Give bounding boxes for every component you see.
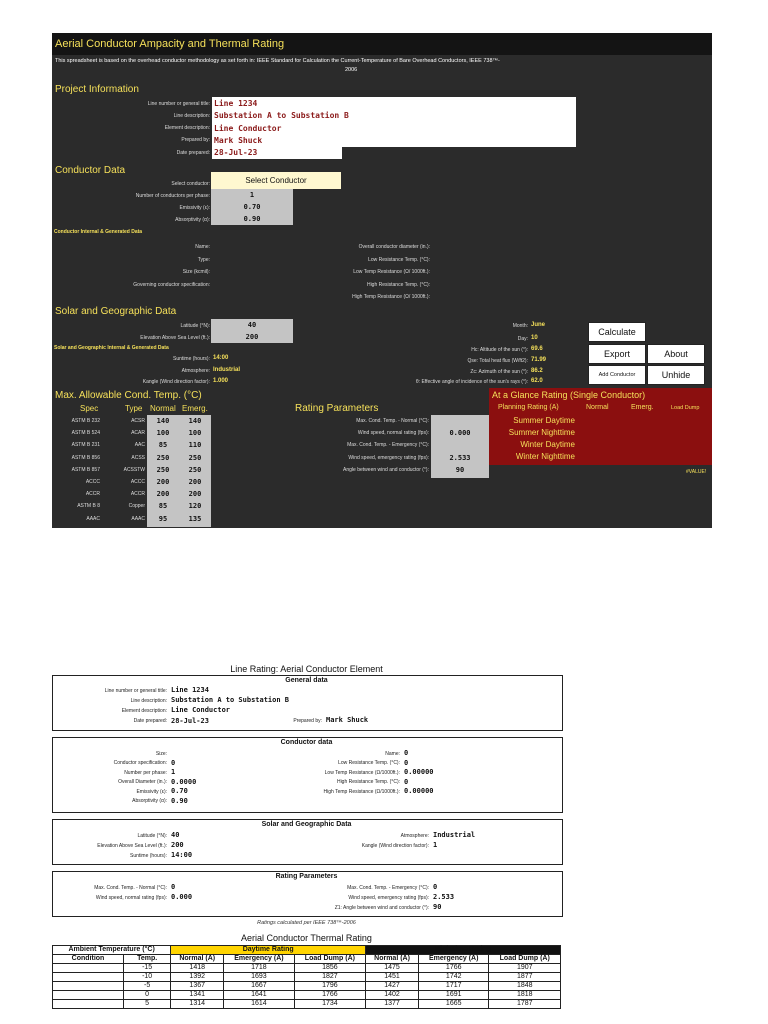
- conductor-data-value: 0: [404, 777, 409, 786]
- conductor-internal-label: Size (kcmil):: [182, 269, 210, 275]
- emerg-temp-cell[interactable]: 135: [188, 514, 202, 523]
- emerg-temp-cell[interactable]: 250: [188, 453, 202, 462]
- emerg-col-header: Emerg.: [182, 404, 208, 413]
- solar-field-value[interactable]: 40: [247, 321, 257, 329]
- solar-data-value: 40: [171, 831, 180, 839]
- general-field-label: Element description:: [121, 707, 167, 714]
- conductor-internal-label: High Temp Resistance (Ω/ 1000ft.):: [352, 294, 430, 300]
- type-cell: AAAC: [131, 515, 145, 522]
- solar-data-value: Industrial: [433, 831, 476, 839]
- normal-temp-cell[interactable]: 140: [156, 417, 170, 425]
- table-cell: 1856: [294, 964, 365, 973]
- conductor-internal-label: Governing conductor specification:: [133, 281, 210, 288]
- rating-param-label: Wind speed, normal rating (fps):: [357, 430, 429, 437]
- glance-row-label: Winter Daytime: [520, 440, 575, 449]
- planning-col-header: Planning Rating (A): [498, 404, 559, 411]
- general-field-value: Line 1234: [171, 686, 209, 694]
- project-field-value[interactable]: 28-Jul-23: [214, 148, 258, 158]
- params-label: Max. Cond. Temp. - Normal (°C):: [94, 884, 167, 891]
- thermal-rating-table: [52, 945, 561, 1009]
- normal-temp-cell[interactable]: 100: [156, 429, 170, 438]
- conductor-data-label: Conductor specification:: [113, 760, 167, 766]
- emerg-temp-cell[interactable]: 200: [188, 478, 202, 486]
- add-conductor-button[interactable]: Add Conductor: [588, 365, 646, 385]
- maxtemp-heading: Max. Allowable Cond. Temp. (°C): [55, 390, 202, 401]
- solar-internal-label: Atmosphere:: [181, 367, 210, 374]
- solar-internal-label: θ: Effective angle of incidence of the sun's rays (°):: [415, 379, 528, 386]
- table-cell: 1614: [224, 1000, 295, 1009]
- conductor-field-label: Absorptivity (α):: [175, 216, 210, 223]
- conductor-data-label: Size:: [155, 750, 167, 757]
- emerg-temp-cell[interactable]: 110: [188, 441, 202, 450]
- select-conductor-label: Select conductor:: [171, 181, 210, 187]
- project-field-label: Line description:: [173, 112, 210, 119]
- month-value: June: [531, 322, 546, 328]
- spec-cell: ACCC: [85, 479, 100, 485]
- conductor-data-label: High Resistance Temp. (°C):: [336, 779, 400, 785]
- conductor-internal-label: Type:: [197, 256, 210, 263]
- spec-cell: AAAC: [86, 515, 100, 522]
- normal-temp-cell[interactable]: 85: [158, 502, 168, 511]
- type-cell: ACCC: [130, 479, 145, 485]
- conductor-data-label: High Temp Resistance (Ω/1000ft.):: [323, 788, 400, 795]
- conductor-internal-label: Low Temp Resistance (Ω/ 1000ft.):: [353, 269, 430, 275]
- table-cell: 1796: [294, 982, 365, 991]
- general-field-label: Line number or general title:: [104, 687, 167, 694]
- emerg-temp-cell[interactable]: 100: [188, 429, 202, 438]
- conductor-internal-label: Overall conductor diameter (in.):: [358, 244, 430, 250]
- solar-field-value[interactable]: 200: [245, 333, 259, 341]
- report-title: Line Rating: Aerial Conductor Element: [230, 664, 383, 674]
- conductor-data-value: 0.90: [171, 796, 188, 805]
- glance-emerg-header: Emerg.: [631, 404, 654, 411]
- project-field-label: Line number or general title:: [147, 100, 210, 107]
- solar-internal-label: Zc: Azimuth of the sun (°):: [470, 368, 528, 375]
- about-button[interactable]: About: [647, 344, 705, 364]
- table-cell: 1341: [171, 991, 224, 1000]
- rating-param-label: Angle between wind and conductor (°):: [343, 466, 429, 473]
- rating-param-value[interactable]: 0.000: [449, 429, 471, 438]
- spec-cell: ASTM B 231: [71, 442, 100, 449]
- params-label: Wind speed, emergency rating (fps):: [348, 894, 429, 901]
- table-cell: 1787: [489, 1000, 561, 1009]
- table-cell: -15: [123, 964, 170, 973]
- table-cell: 1402: [366, 991, 419, 1000]
- normal-temp-cell[interactable]: 95: [158, 514, 168, 523]
- table-cell: 1667: [224, 982, 295, 991]
- normal-temp-cell[interactable]: 85: [158, 441, 168, 450]
- table-cell: 1907: [489, 964, 561, 973]
- spec-cell: ASTM B 8: [77, 503, 100, 510]
- type-cell: ACCR: [130, 491, 145, 498]
- solar-internal-value: 14:00: [213, 355, 229, 361]
- column-header: Normal (A): [366, 955, 419, 964]
- conductor-data-value: 0: [404, 749, 409, 757]
- column-header: Emergency (A): [418, 955, 489, 964]
- thermal-table-title: Aerial Conductor Thermal Rating: [241, 933, 372, 943]
- conductor-internal-label: Low Resistance Temp. (°C):: [368, 256, 430, 263]
- table-cell: 1377: [366, 1000, 419, 1009]
- spec-cell: ASTM B 232: [71, 418, 100, 424]
- prepared-value: Mark Shuck: [326, 716, 369, 724]
- spec-cell: ASTM B 524: [71, 430, 100, 437]
- rating-param-value[interactable]: 2.533: [449, 453, 471, 462]
- table-cell: 1718: [224, 964, 295, 973]
- table-cell: [53, 1000, 124, 1009]
- column-header: Load Dump (A): [489, 955, 561, 964]
- solar-internal-label: Suntime (hours):: [173, 356, 210, 362]
- glance-row-label: Summer Daytime: [513, 416, 575, 425]
- conductor-internal-label: Name:: [195, 244, 210, 250]
- table-cell: 5: [123, 1000, 170, 1009]
- table-cell: 1314: [171, 1000, 224, 1009]
- calculate-button[interactable]: Calculate: [588, 322, 646, 342]
- emerg-temp-cell[interactable]: 120: [188, 502, 202, 511]
- solar-internal-value: 71.99: [531, 356, 547, 363]
- table-cell: 1766: [418, 964, 489, 973]
- table-cell: 1451: [366, 973, 419, 982]
- table-cell: 1827: [294, 973, 365, 982]
- table-cell: [53, 973, 124, 982]
- page-title: Aerial Conductor Ampacity and Thermal Rating: [55, 38, 285, 50]
- glance-normal-header: Normal: [586, 404, 609, 411]
- prepared-label: Prepared by:: [293, 718, 322, 724]
- solar-field-label: Elevation Above Sea Level (ft.):: [140, 334, 210, 341]
- solar-data-heading: Solar and Geographic Data: [261, 821, 352, 828]
- params-heading: Rating Parameters: [275, 873, 338, 880]
- solar-internal-value: 69.6: [531, 346, 543, 352]
- solar-internal-value: 86.2: [531, 367, 543, 374]
- table-row: [53, 991, 561, 1000]
- column-header: Normal (A): [171, 955, 224, 964]
- project-field-value[interactable]: Mark Shuck: [214, 135, 263, 145]
- solar-data-value: 1: [433, 841, 438, 849]
- conductor-data-value: 0.00000: [404, 768, 434, 776]
- general-heading: General data: [285, 677, 328, 684]
- conductor-data-label: Low Resistance Temp. (°C):: [338, 760, 400, 766]
- day-value: 10: [531, 335, 538, 341]
- table-cell: 1367: [171, 982, 224, 991]
- conductor-data-value: 1: [171, 768, 176, 776]
- general-field-label: Date prepared:: [133, 718, 167, 725]
- conductor-field-value[interactable]: 0.70: [243, 203, 261, 211]
- normal-temp-cell[interactable]: 250: [156, 465, 170, 474]
- conductor-internal-label: High Resistance Temp. (°C):: [366, 281, 430, 288]
- rating-param-label: Max. Cond. Temp. - Emergency (°C):: [347, 442, 429, 449]
- emerg-temp-cell[interactable]: 140: [188, 417, 202, 425]
- table-cell: 1691: [418, 991, 489, 1000]
- glance-row-label: Summer Nighttime: [508, 428, 575, 437]
- emerg-temp-cell[interactable]: 250: [188, 465, 202, 474]
- spec-cell: ACCR: [85, 491, 100, 498]
- table-cell: [53, 964, 124, 973]
- glance-row-label: Winter Nighttime: [515, 452, 575, 461]
- general-field-value: 28-Jul-23: [171, 716, 209, 725]
- params-value: 0.000: [171, 893, 193, 901]
- table-cell: 1475: [366, 964, 419, 973]
- type-cell: ACSSTW: [123, 466, 145, 473]
- conductor-data-label: Absorptivity (α):: [132, 798, 167, 804]
- table-row: [53, 964, 561, 973]
- select-conductor-button[interactable]: Select Conductor: [211, 172, 341, 189]
- glance-load-header: Load Dump: [671, 405, 700, 411]
- solar-internal-label: Qse: Total heat flux (W/ft2):: [467, 357, 528, 364]
- conductor-data-value: 0.0000: [171, 777, 197, 786]
- type-cell: ACAR: [131, 430, 145, 437]
- solar-heading: Solar and Geographic Data: [55, 306, 177, 317]
- conductor-data-value: 0.70: [171, 787, 188, 795]
- column-header: Temp.: [123, 955, 170, 964]
- project-heading: Project Information: [55, 84, 139, 95]
- value-error: #VALUE!: [686, 469, 707, 475]
- month-label: Month:: [512, 323, 528, 329]
- table-column-header-row: [53, 955, 561, 964]
- conductor-field-value[interactable]: 0.90: [243, 215, 261, 223]
- unhide-button[interactable]: Unhide: [647, 365, 705, 385]
- solar-data-label: Latitude (°N):: [137, 832, 167, 839]
- params-label: Wind speed, normal rating (fps):: [95, 894, 167, 901]
- rating-heading: Rating Parameters: [295, 403, 379, 414]
- project-field-label: Prepared by:: [181, 137, 210, 144]
- conductor-data-label: Overall Diameter (in.):: [118, 779, 167, 785]
- spec-cell: ASTM B 857: [71, 466, 100, 473]
- glance-heading: At a Glance Rating (Single Conductor): [492, 390, 646, 400]
- project-field-label: Element description:: [164, 125, 210, 132]
- type-cell: Copper: [128, 503, 145, 510]
- ieee-note: Ratings calculated per IEEE 738™-2006: [257, 920, 356, 926]
- table-cell: [53, 982, 124, 991]
- project-field-value[interactable]: Line 1234: [214, 99, 258, 108]
- table-row: [53, 982, 561, 991]
- table-cell: 1717: [418, 982, 489, 991]
- table-cell: [53, 991, 124, 1000]
- project-field-label: Date prepared:: [176, 149, 210, 156]
- solar-internal-value: 1.000: [213, 378, 229, 384]
- table-cell: 1641: [224, 991, 295, 1000]
- conductor-data-value: 0: [171, 758, 176, 767]
- normal-temp-cell[interactable]: 200: [156, 478, 170, 486]
- normal-col-header: Normal: [150, 404, 176, 413]
- table-cell: -5: [123, 982, 170, 991]
- conductor-data-value: 0.00000: [404, 787, 434, 795]
- table-cell: 1418: [171, 964, 224, 973]
- table-cell: 1665: [418, 1000, 489, 1009]
- intro-text: [55, 58, 675, 64]
- column-header: Emergency (A): [224, 955, 295, 964]
- params-label: Max. Cond. Temp. - Emergency (°C):: [347, 884, 429, 891]
- table-cell: 1693: [224, 973, 295, 982]
- conductor-data-heading: Conductor data: [280, 739, 333, 746]
- solar-data-label: Atmosphere:: [400, 832, 429, 839]
- params-value: 0: [433, 883, 438, 891]
- day-label: Day:: [517, 336, 528, 342]
- column-header: Condition: [53, 955, 124, 964]
- general-field-value: Substation A to Substation B: [171, 696, 290, 705]
- solar-data-label: Elevation Above Sea Level (ft.):: [97, 842, 167, 849]
- params-value: 90: [433, 903, 442, 911]
- daytime-header: Daytime Rating: [171, 946, 366, 955]
- normal-temp-cell[interactable]: 250: [156, 453, 170, 462]
- intro-line2: 2006: [345, 67, 358, 73]
- nighttime-header: Nighttime Rating: [366, 946, 561, 955]
- params-label: Z1: Angle between wind and conductor (°):: [334, 904, 429, 911]
- conductor-data-label: Name:: [385, 750, 400, 757]
- conductor-field-value[interactable]: 1: [249, 191, 255, 199]
- column-header: Load Dump (A): [294, 955, 365, 964]
- solar-data-value: 14:00: [171, 851, 193, 859]
- table-cell: 0: [123, 991, 170, 1000]
- params-value: 2.533: [433, 893, 455, 901]
- rating-param-value[interactable]: 90: [455, 465, 465, 474]
- table-cell: 1734: [294, 1000, 365, 1009]
- solar-internal-value: 62.0: [531, 378, 543, 385]
- conductor-field-label: Emissivity (ε):: [179, 204, 210, 211]
- normal-temp-cell[interactable]: 200: [156, 490, 170, 499]
- spec-cell: ASTM B 856: [71, 454, 100, 461]
- general-field-label: Line description:: [130, 697, 167, 704]
- type-col-header: Type: [125, 404, 143, 413]
- table-cell: -10: [123, 973, 170, 982]
- intro-line1: This spreadsheet is based on the overhead conductor methodology as set forth in: IEEE Standard for Calculation the Current-Temperature of Bare Overhead Conductors, IEEE 738™-: [55, 58, 500, 64]
- project-input-area: [212, 97, 576, 147]
- table-cell: 1742: [418, 973, 489, 982]
- table-row: [53, 973, 561, 982]
- solar-data-label: Suntime (hours):: [130, 852, 167, 859]
- project-field-value[interactable]: Substation A to Substation B: [214, 111, 349, 121]
- conductor-data-value: 0: [404, 758, 409, 767]
- solar-field-label: Latitude (°N):: [180, 322, 210, 329]
- conductor-data-label: Number per phase:: [124, 769, 167, 776]
- type-cell: AAC: [134, 442, 145, 449]
- conductor-heading: Conductor Data: [55, 165, 126, 176]
- conductor-field-label: Number of conductors per phase:: [135, 192, 210, 199]
- table-row: [53, 1000, 561, 1009]
- spec-col-header: Spec: [80, 404, 99, 413]
- conductor-internal-heading: Conductor Internal & Generated Data: [54, 229, 143, 235]
- solar-data-value: 200: [171, 841, 184, 849]
- solar-internal-heading: Solar and Geographic Internal & Generated Data: [54, 345, 169, 351]
- solar-data-label: Kangle (Wind direction factor):: [361, 842, 429, 849]
- solar-internal-label: Kangle (Wind direction factor):: [142, 379, 210, 385]
- rating-param-label: Wind speed, emergency rating (fps):: [348, 454, 429, 461]
- table-cell: 1818: [489, 991, 561, 1000]
- table-cell: 1427: [366, 982, 419, 991]
- emerg-temp-cell[interactable]: 200: [188, 490, 202, 499]
- conductor-data-label: Emissivity (ε):: [136, 788, 167, 795]
- params-value: 0: [171, 883, 176, 891]
- solar-internal-label: Hc: Altitude of the sun (°):: [471, 347, 528, 353]
- table-group-header-row: [53, 946, 561, 955]
- table-cell: 1392: [171, 973, 224, 982]
- rating-param-label: Max. Cond. Temp. - Normal (°C):: [356, 418, 429, 424]
- type-cell: ACSS: [131, 454, 145, 461]
- table-cell: 1848: [489, 982, 561, 991]
- general-field-value: Line Conductor: [171, 706, 231, 715]
- table-cell: 1877: [489, 973, 561, 982]
- conductor-data-label: Low Temp Resistance (Ω/1000ft.):: [324, 769, 400, 776]
- project-field-value[interactable]: Line Conductor: [214, 123, 282, 133]
- table-cell: 1766: [294, 991, 365, 1000]
- solar-internal-value: Industrial: [213, 366, 241, 373]
- ambient-header: Ambient Temperature (°C): [53, 946, 171, 955]
- export-button[interactable]: Export: [588, 344, 646, 364]
- type-cell: ACSR: [131, 418, 145, 424]
